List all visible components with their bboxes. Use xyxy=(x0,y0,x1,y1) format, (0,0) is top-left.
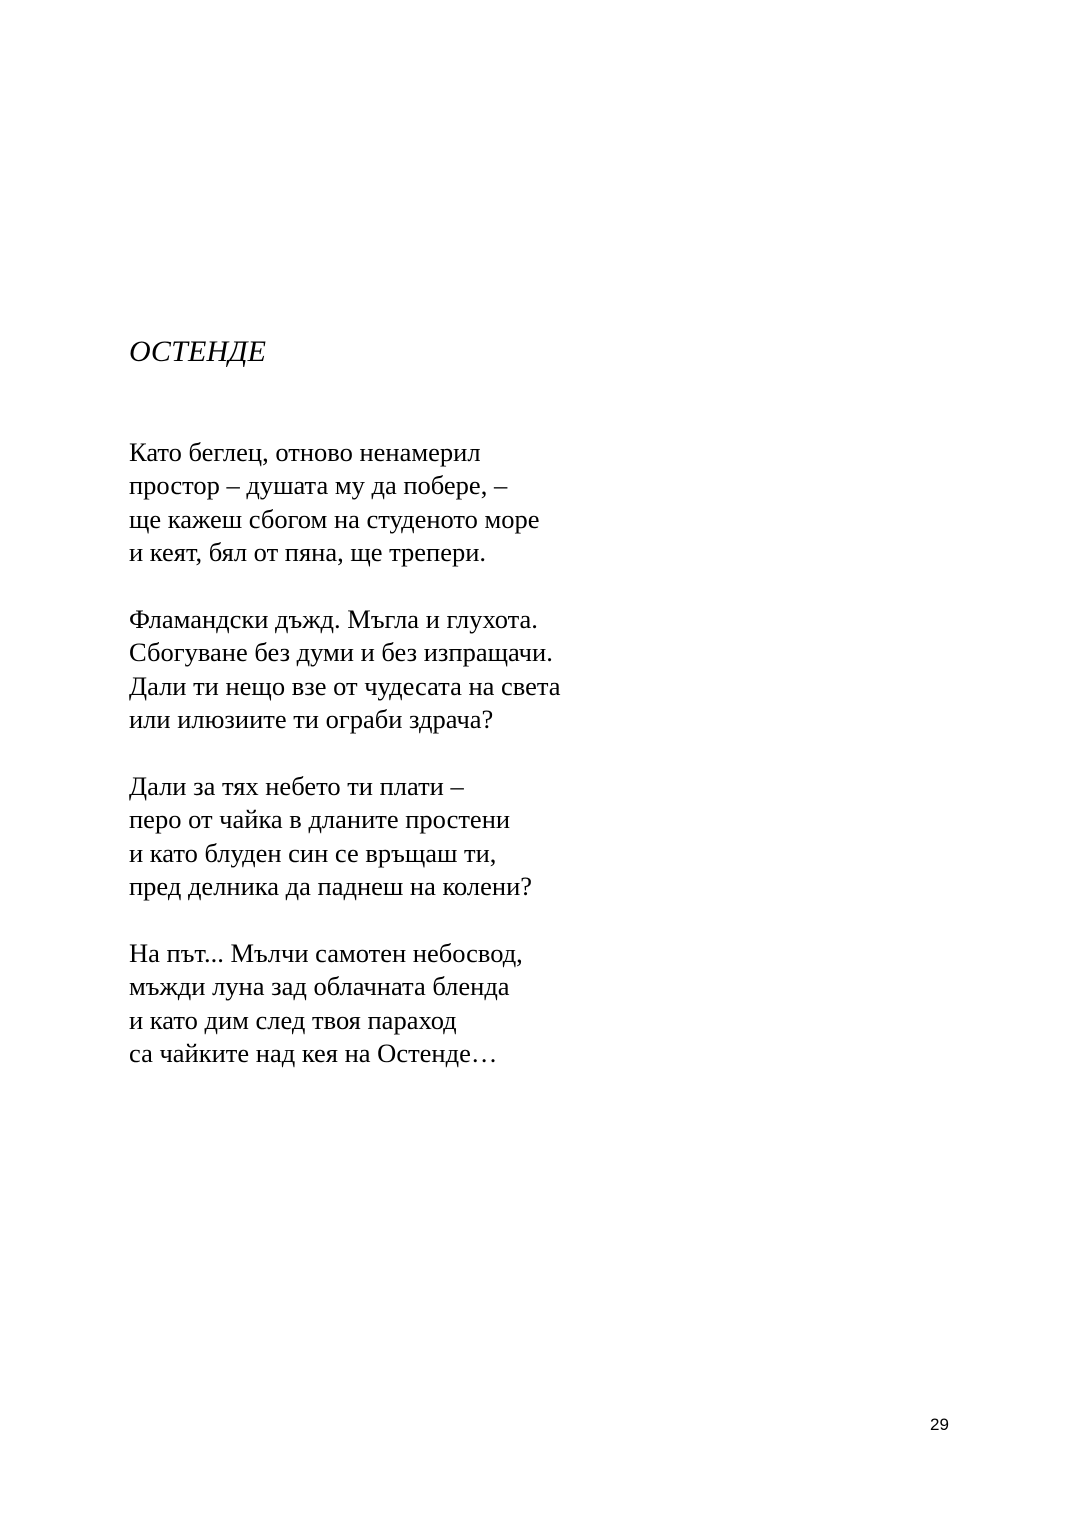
poem-line: Дали за тях небето ти плати – xyxy=(129,771,464,802)
page-number: 29 xyxy=(930,1415,949,1434)
poem-line: и кеят, бял от пяна, ще трепери. xyxy=(129,537,487,568)
stanza-3 xyxy=(129,770,929,904)
poem-line: или илюзиите ти ограби здрача? xyxy=(129,704,494,735)
poem-title: ОСТЕНДЕ xyxy=(129,335,267,368)
poem-line: Сбогуване без думи и без изпращачи. xyxy=(129,637,553,668)
poem-line: и като блуден син се връщаш ти, xyxy=(129,837,497,868)
poem-line: ще кажеш сбогом на студеното море xyxy=(129,503,540,534)
poem-line: и като дим след твоя параход xyxy=(129,1004,457,1035)
poem-body xyxy=(129,436,929,1104)
poem-line: Като беглец, отново ненамерил xyxy=(129,437,481,467)
stanza-4 xyxy=(129,937,929,1071)
stanza-2 xyxy=(129,603,929,737)
poem-line: Дали ти нещо взе от чудесата на света xyxy=(129,670,561,701)
poem-line: На път... Мълчи самотен небосвод, xyxy=(129,938,523,969)
poem-line: перо от чайка в дланите простени xyxy=(129,804,511,835)
stanza-1 xyxy=(129,436,929,570)
poem-line: простор – душата му да побере, – xyxy=(129,470,508,501)
poem-line: мъжди луна зад облачната бленда xyxy=(129,971,510,1002)
poem-line: пред делника да паднеш на колени? xyxy=(129,871,533,902)
poem-line: са чайките над кея на Остенде… xyxy=(129,1038,498,1069)
poem-line: Фламандски дъжд. Мъгла и глухота. xyxy=(129,604,538,635)
